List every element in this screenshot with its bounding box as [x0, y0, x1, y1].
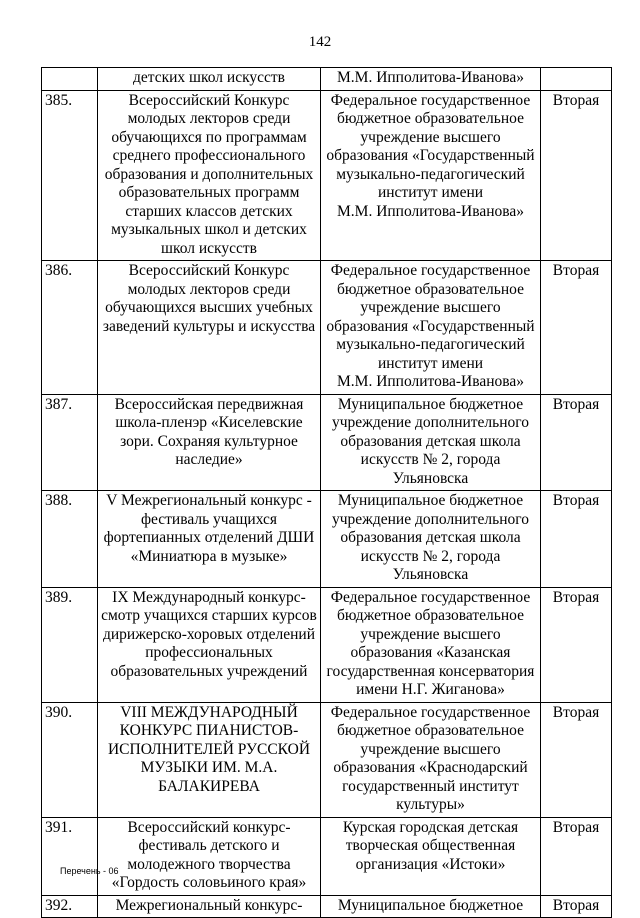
level-value: Вторая — [552, 395, 600, 413]
registry-table-body — [42, 68, 612, 918]
organizer-line: Муниципальное бюджетное — [337, 492, 524, 509]
organizer-line: бюджетное образовательное — [337, 110, 524, 127]
organizer-line: бюджетное образовательное — [337, 607, 524, 624]
row-number: 390. — [45, 703, 73, 721]
organizer-cell — [321, 68, 541, 91]
level-value: Вторая — [552, 492, 600, 509]
table-row — [42, 817, 612, 895]
organizer-line: бюджетное образовательное — [337, 280, 524, 298]
organizer-line: Муниципальное бюджетное — [337, 395, 524, 413]
event-name-cell — [98, 817, 321, 895]
event-name-line: Всероссийский конкурс- — [127, 818, 291, 836]
organizer-line: образования «Государственный — [326, 317, 535, 335]
event-name-line: детских школ искусств — [133, 69, 285, 86]
event-name-cell — [98, 895, 321, 918]
row-number-cell — [42, 491, 98, 588]
continuation-row — [42, 68, 612, 91]
row-number-cell — [42, 817, 98, 895]
table-row — [42, 702, 612, 817]
event-name-line: образования и дополнительных — [104, 165, 314, 183]
event-name-line: зори. Сохраняя культурное — [120, 432, 298, 450]
row-number-cell — [42, 90, 98, 261]
level-cell — [541, 895, 612, 918]
level-cell — [541, 90, 612, 261]
organizer-line: учреждение дополнительного — [331, 414, 530, 431]
event-name-line: «Миниатюра в музыке» — [130, 547, 288, 565]
event-name-line: БАЛАКИРЕВА — [158, 777, 260, 795]
event-name-line: смотр учащихся старших курсов — [101, 607, 317, 624]
organizer-line: учреждение высшего — [360, 299, 501, 316]
organizer-line: государственный институт — [342, 777, 519, 795]
level-value: Вторая — [552, 91, 600, 109]
organizer-line: государственная консерватория — [326, 662, 535, 680]
level-value: Вторая — [552, 896, 600, 914]
event-name-line: молодежного творчества — [127, 855, 291, 873]
event-name-line: V Межрегиональный конкурс - — [106, 492, 312, 509]
table-row — [42, 895, 612, 918]
event-name-line: МУЗЫКИ ИМ. М.А. — [140, 759, 278, 776]
level-cell — [541, 394, 612, 491]
event-name-cell — [98, 68, 321, 91]
organizer-line: Ульяновска — [392, 469, 469, 487]
event-name-line: VIII МЕЖДУНАРОДНЫЙ — [120, 703, 298, 721]
organizer-line: учреждение высшего — [360, 128, 501, 146]
organizer-line: учреждение высшего — [360, 740, 501, 758]
organizer-line: образования «Казанская — [350, 644, 511, 661]
event-name-line: «Гордость соловьиного края» — [111, 874, 307, 891]
row-number: 385. — [45, 91, 73, 109]
row-number: 388. — [45, 492, 73, 509]
organizer-line: образования детская школа — [340, 529, 521, 546]
organizer-line: бюджетное образовательное — [337, 722, 524, 739]
event-name-line: фестиваль детского и — [138, 837, 280, 854]
event-name-line: Всероссийская передвижная — [114, 395, 304, 413]
event-name-line: среднего профессионального — [112, 147, 306, 164]
event-name-cell — [98, 261, 321, 395]
event-name-line: заведений культуры и искусства — [102, 317, 316, 335]
organizer-line: Муниципальное бюджетное — [337, 896, 524, 914]
organizer-line: культуры» — [396, 796, 465, 813]
organizer-line: институт имени — [377, 184, 484, 201]
event-name-line: дирижерско-хоровых отделений — [102, 625, 316, 643]
event-name-cell — [98, 702, 321, 817]
organizer-line: имени Н.Г. Жиганова» — [356, 681, 505, 698]
event-name-cell — [98, 587, 321, 702]
footer-note: Перечень - 06 — [60, 866, 119, 876]
table-row — [42, 491, 612, 588]
row-number: 391. — [45, 818, 73, 836]
event-name-line: обучающихся высших учебных — [105, 299, 313, 316]
event-name-cell — [98, 491, 321, 588]
event-name-line: молодых лекторов среди — [127, 280, 291, 298]
event-name-line: образовательных учреждений — [110, 662, 308, 680]
event-name-line: Всероссийский Конкурс — [128, 262, 290, 279]
level-cell — [541, 491, 612, 588]
level-cell — [541, 702, 612, 817]
event-name-cell — [98, 394, 321, 491]
event-name-line: профессиональных — [145, 644, 273, 661]
row-number: 392. — [45, 896, 73, 914]
event-name-cell — [98, 90, 321, 261]
page-number: 142 — [308, 34, 332, 50]
organizer-line: Ульяновска — [392, 566, 469, 583]
level-value: Вторая — [552, 262, 600, 279]
organizer-line: Федеральное государственное — [330, 91, 531, 109]
organizer-line: организация «Истоки» — [355, 855, 506, 873]
row-number-cell — [42, 587, 98, 702]
organizer-line: учреждение высшего — [360, 625, 501, 643]
table-row — [42, 90, 612, 261]
event-name-line: старших классов детских — [125, 202, 293, 220]
table-row — [42, 394, 612, 491]
organizer-line: Федеральное государственное — [330, 588, 531, 606]
level-cell — [541, 261, 612, 395]
table-row — [42, 261, 612, 395]
event-name-line: Всероссийский Конкурс — [128, 91, 290, 109]
organizer-line: образования «Государственный — [326, 147, 535, 164]
event-name-line: Межрегиональный конкурс- — [115, 896, 303, 914]
level-cell — [541, 817, 612, 895]
organizer-line: М.М. Ипполитова-Иванова» — [337, 373, 524, 390]
level-cell — [541, 587, 612, 702]
organizer-cell — [321, 817, 541, 895]
organizer-line: образования «Краснодарский — [333, 759, 528, 776]
organizer-line: творческая общественная — [345, 837, 516, 854]
event-name-line: образовательных программ — [118, 184, 300, 201]
event-name-line: молодых лекторов среди — [127, 110, 291, 127]
organizer-cell — [321, 587, 541, 702]
level-value: Вторая — [552, 588, 600, 606]
event-name-line: обучающихся по программам — [111, 128, 307, 146]
event-name-line: фортепианных отделений ДШИ — [103, 529, 315, 546]
organizer-cell — [321, 491, 541, 588]
organizer-line: Федеральное государственное — [330, 703, 531, 721]
row-number-cell — [42, 261, 98, 395]
event-name-line: IX Международный конкурс- — [112, 588, 306, 606]
row-number-cell — [42, 895, 98, 918]
event-name-line: фестиваль учащихся — [140, 510, 278, 528]
event-name-line: ИСПОЛНИТЕЛЕЙ РУССКОЙ — [107, 740, 311, 758]
organizer-cell — [321, 261, 541, 395]
organizer-line: Федеральное государственное — [330, 262, 531, 279]
organizer-line: искусств № 2, города — [360, 547, 501, 565]
organizer-cell — [321, 895, 541, 918]
event-name-line: школа-пленэр «Киселевские — [115, 414, 303, 431]
organizer-line: музыкально-педагогический — [336, 336, 525, 353]
event-name-line: наследие» — [175, 451, 243, 468]
organizer-cell — [321, 394, 541, 491]
organizer-line: музыкально-педагогический — [336, 165, 525, 183]
row-number: 386. — [45, 262, 73, 279]
level-value: Вторая — [552, 703, 600, 721]
organizer-line: учреждение дополнительного — [331, 510, 530, 528]
table-row — [42, 587, 612, 702]
organizer-line: институт имени — [377, 354, 484, 372]
event-name-line: школ искусств — [161, 239, 257, 257]
registry-table — [41, 67, 612, 918]
organizer-line: образования детская школа — [340, 432, 521, 450]
row-number-cell — [42, 68, 98, 91]
organizer-cell — [321, 90, 541, 261]
organizer-cell — [321, 702, 541, 817]
row-number-cell — [42, 394, 98, 491]
row-number-cell — [42, 702, 98, 817]
organizer-line: М.М. Ипполитова-Иванова» — [337, 69, 524, 86]
organizer-line: искусств № 2, города — [360, 451, 501, 468]
event-name-line: музыкальных школ и детских — [111, 221, 307, 238]
organizer-line: Курская городская детская — [342, 818, 519, 836]
event-name-line: КОНКУРС ПИАНИСТОВ- — [119, 722, 299, 739]
organizer-line: М.М. Ипполитова-Иванова» — [337, 202, 524, 220]
row-number: 387. — [45, 395, 73, 413]
row-number: 389. — [45, 588, 73, 606]
level-cell — [541, 68, 612, 91]
level-value: Вторая — [552, 818, 600, 836]
